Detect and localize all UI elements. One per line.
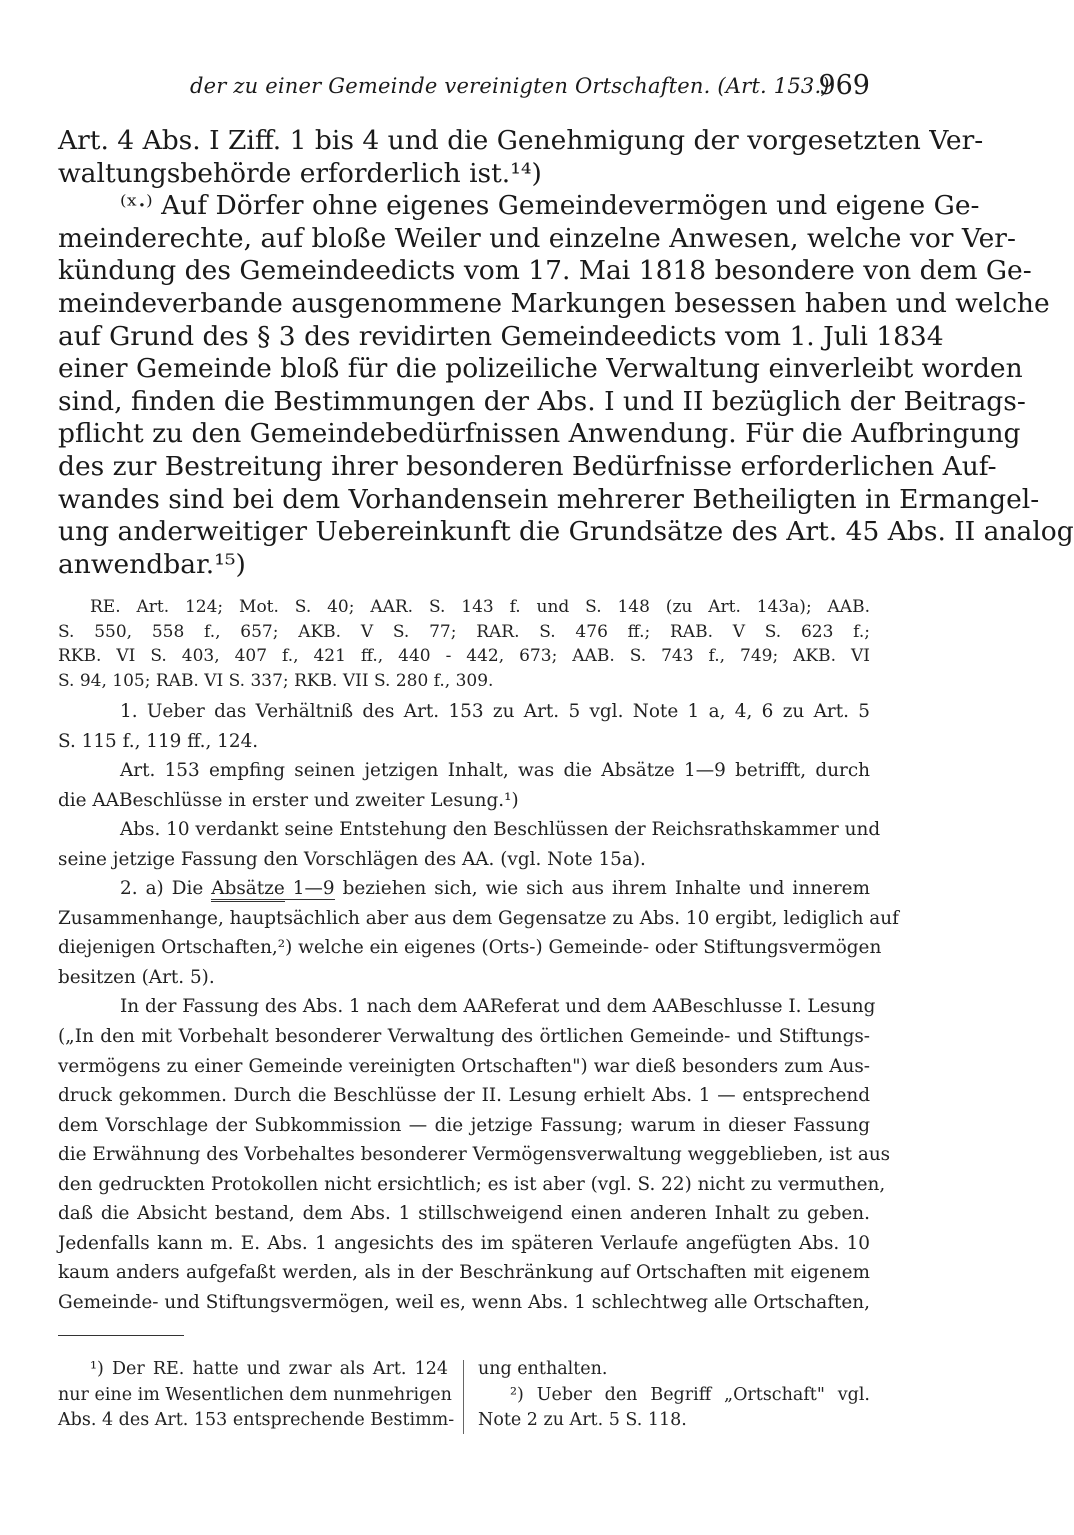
- commentary-line: Gemeinde- und Stiftungsvermögen, weil es, wenn Abs. 1 schlechtweg alle Ortschaften,: [58, 1291, 870, 1313]
- reference-line: S. 550, 558 f., 657; AKB. V S. 77; RAR. S. 476 ff.; RAB. V S. 623 f.;: [58, 621, 870, 642]
- law-line: meindeverbande ausgenommene Markungen besessen haben und welche: [58, 287, 1050, 319]
- footnote-line: Abs. 4 des Art. 153 entsprechende Bestimm-: [58, 1410, 455, 1430]
- commentary: [58, 697, 899, 1317]
- commentary-line: druck gekommen. Durch die Beschlüsse der II. Lesung erhielt Abs. 1 — entsprechend: [58, 1085, 870, 1107]
- law-line: ⁽ˣ·⁾ Auf Dörfer ohne eigenes Gemeindevermögen und eigene Ge-: [120, 190, 980, 222]
- page-header: [190, 70, 870, 104]
- footnotes-left-column: [58, 1357, 455, 1434]
- commentary-line: diejenigen Ortschaften,²) welche ein eigenes (Orts-) Gemeinde- oder Stiftungsvermögen: [58, 937, 882, 959]
- commentary-line-2a: [58, 874, 870, 904]
- footnote-column-divider: [463, 1360, 464, 1434]
- underlined-absaetze: Absätze: [211, 878, 284, 902]
- footnote-line: ¹) Der RE. hatte und zwar als Art. 124: [90, 1359, 448, 1379]
- underlined-1-9: 1—9: [284, 878, 335, 900]
- reference-line: RKB. VI S. 403, 407 f., 421 ff., 440 - 442, 673; AAB. S. 743 f., 749; AKB. VI: [58, 646, 870, 666]
- commentary-2a-post: beziehen sich, wie sich aus ihrem Inhalte und innerem: [334, 878, 870, 900]
- commentary-2a-pre: 2. a) Die: [120, 878, 212, 900]
- commentary-line: kaum anders aufgefaßt werden, als in der Beschränkung auf Ortschaften mit eigenem: [58, 1262, 870, 1284]
- law-line: Art. 4 Abs. I Ziff. 1 bis 4 und die Genehmigung der vorgesetzten Ver-: [58, 125, 984, 156]
- law-line: meinderechte, auf bloße Weiler und einzelne Anwesen, welche vor Ver-: [58, 222, 1016, 254]
- commentary-line: Art. 153 empfing seinen jetzigen Inhalt, was die Absätze 1—9 betrifft, durch: [120, 760, 870, 782]
- commentary-line: („In den mit Vorbehalt besonderer Verwaltung des örtlichen Gemeinde- und Stiftungs-: [58, 1026, 870, 1048]
- commentary-line: besitzen (Art. 5).: [58, 966, 215, 988]
- commentary-line: vermögens zu einer Gemeinde vereinigten Ortschaften") war dieß besonders zum Aus-: [58, 1055, 870, 1077]
- commentary-line: daß die Absicht bestand, dem Abs. 1 stillschweigend einen anderen Inhalt zu geben.: [58, 1203, 870, 1225]
- law-line: ung anderweitiger Uebereinkunft die Grundsätze des Art. 45 Abs. II analog: [58, 516, 1074, 548]
- reference-line: S. 94, 105; RAB. VI S. 337; RKB. VII S. 280 f., 309.: [58, 670, 494, 691]
- commentary-line: Jedenfalls kann m. E. Abs. 1 angesichts des im späteren Verlaufe angefügten Abs. 10: [58, 1232, 870, 1254]
- law-line: auf Grund des § 3 des revidirten Gemeindeedicts vom 1. Juli 1834: [58, 320, 944, 352]
- footnote-line: ung enthalten.: [478, 1359, 608, 1379]
- commentary-line: den gedruckten Protokollen nicht ersichtlich; es ist aber (vgl. S. 22) nicht zu vermuthen,: [58, 1173, 886, 1195]
- commentary-line: die Erwähnung des Vorbehaltes besonderer Vermögensverwaltung weggeblieben, ist aus: [58, 1144, 891, 1166]
- commentary-line: Abs. 10 verdankt seine Entstehung den Beschlüssen der Reichsrathskammer und: [120, 819, 881, 841]
- commentary-line: die AABeschlüsse in erster und zweiter Lesung.¹): [58, 789, 519, 811]
- law-line: sind, finden die Bestimmungen der Abs. I und II bezüglich der Beitrags-: [58, 385, 1026, 417]
- reference-line: RE. Art. 124; Mot. S. 40; AAR. S. 143 f. und S. 148 (zu Art. 143a); AAB.: [90, 597, 870, 617]
- law-line: kündung des Gemeindeedicts vom 17. Mai 1818 besondere von dem Ge-: [58, 255, 1032, 287]
- commentary-line: S. 115 f., 119 ff., 124.: [58, 730, 259, 752]
- commentary-line: seine jetzige Fassung den Vorschlägen des AA. (vgl. Note 15a).: [58, 848, 646, 870]
- references: [58, 595, 870, 693]
- footnote-line: Note 2 zu Art. 5 S. 118.: [478, 1410, 687, 1430]
- footnotes-right-column: [478, 1357, 870, 1434]
- footnote-line: nur eine im Wesentlichen dem nunmehrigen: [58, 1384, 452, 1405]
- commentary-line: In der Fassung des Abs. 1 nach dem AAReferat und dem AABeschlusse I. Lesung: [120, 996, 876, 1018]
- law-line: einer Gemeinde bloß für die polizeiliche Verwaltung einverleibt worden: [58, 353, 1023, 385]
- law-line: anwendbar.¹⁵): [58, 548, 246, 580]
- commentary-line: 1. Ueber das Verhältniß des Art. 153 zu Art. 5 vgl. Note 1 a, 4, 6 zu Art. 5: [120, 701, 870, 722]
- commentary-line: dem Vorschlage der Subkommission — die jetzige Fassung; warum in dieser Fassung: [58, 1114, 870, 1136]
- law-line: pflicht zu den Gemeindebedürfnissen Anwendung. Für die Aufbringung: [58, 418, 1021, 450]
- law-line: waltungsbehörde erforderlich ist.¹⁴): [58, 157, 542, 189]
- law-text: [58, 125, 1074, 581]
- footnote-line: ²) Ueber den Begriff „Ortschaft" vgl.: [510, 1384, 870, 1405]
- page-number: 969: [818, 70, 870, 101]
- footnote-rule: [58, 1335, 184, 1336]
- running-title: der zu einer Gemeinde vereinigten Ortschaften. (Art. 153.): [190, 74, 830, 98]
- commentary-line: Zusammenhange, hauptsächlich aber aus dem Gegensatze zu Abs. 10 ergibt, lediglich auf: [58, 907, 899, 929]
- law-line: des zur Bestreitung ihrer besonderen Bedürfnisse erforderlichen Auf-: [58, 450, 997, 482]
- law-line: wandes sind bei dem Vorhandensein mehrerer Betheiligten in Ermangel-: [58, 483, 1040, 515]
